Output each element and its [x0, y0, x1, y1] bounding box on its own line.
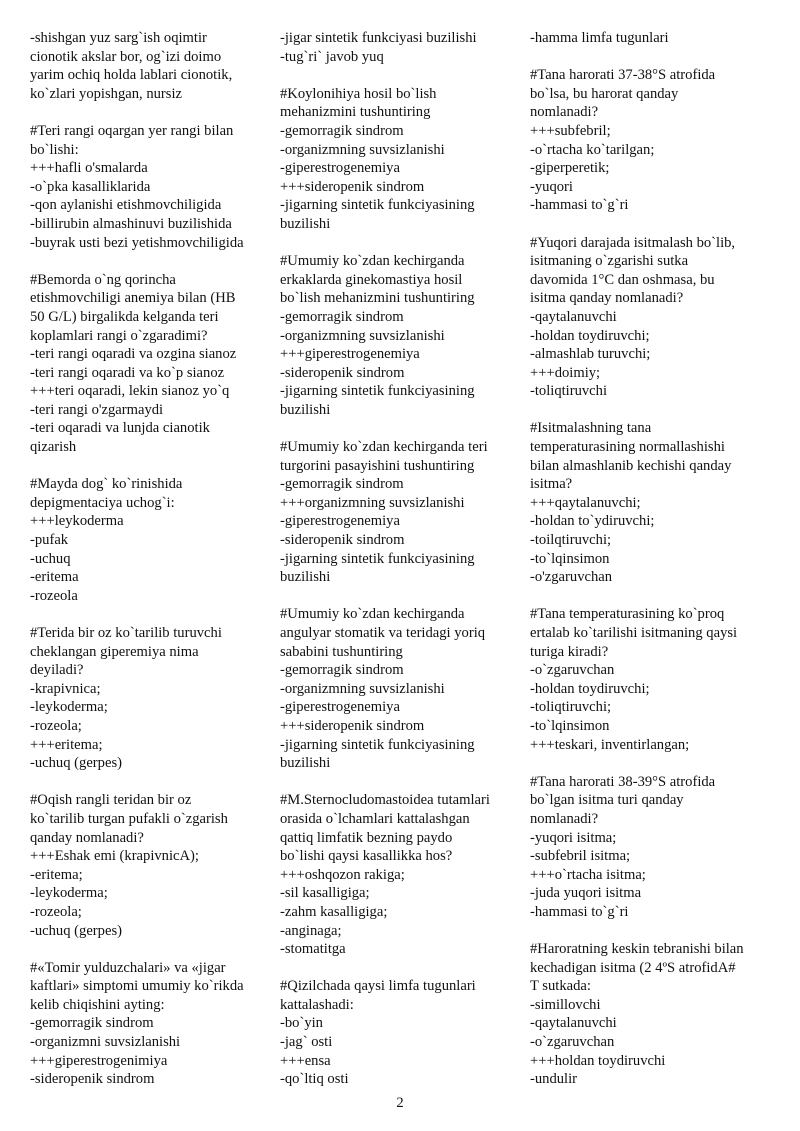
text-line: yarim ochiq holda lablari cionotik,: [30, 67, 233, 84]
text-column-3: [530, 29, 775, 1107]
question-block: [30, 959, 270, 1089]
text-line: -uchuq (gerpes): [30, 922, 122, 939]
text-line: -jigarning sintetik funkciyasining: [280, 197, 475, 214]
text-line: kelib chiqishini ayting:: [30, 996, 165, 1013]
text-line: buzilishi: [280, 215, 331, 232]
text-line: -sil kasalligiga;: [280, 885, 370, 902]
text-line: davomida 1°C dan oshmasa, bu: [530, 271, 715, 288]
text-line: #Qizilchada qaysi limfa tugunlari: [280, 978, 476, 995]
text-line: +++sideropenik sindrom: [280, 178, 425, 195]
text-line: -sideropenik sindrom: [30, 1071, 155, 1088]
text-line: -anginaga;: [280, 922, 342, 939]
text-line: -qo`ltiq osti: [280, 1071, 349, 1088]
text-line: angulyar stomatik va teridagi yoriq: [280, 625, 486, 641]
text-line: ko`zlari yopishgan, nursiz: [30, 85, 182, 102]
text-line: +++eritema;: [30, 736, 103, 753]
text-line: bo`lsa, bu harorat qanday: [530, 85, 679, 102]
text-line: #Umumiy ko`zdan kechirganda: [280, 606, 465, 623]
text-line: cionotik akslar bor, og`izi doimo: [30, 48, 222, 65]
text-line: kechadigan isitma (2 4ºS atrofidA#: [530, 959, 736, 976]
text-line: -gemorragik sindrom: [280, 308, 404, 325]
page-number: 2: [396, 1095, 404, 1111]
text-line: +++oshqozon rakiga;: [280, 866, 405, 883]
text-line: -gemorragik sindrom: [280, 122, 404, 139]
text-line: +++ensa: [280, 1052, 331, 1069]
text-line: orasida o`lchamlari kattalashgan: [280, 810, 470, 827]
text-line: T sutkada:: [530, 978, 591, 995]
text-line: +++doimiy;: [530, 364, 601, 381]
text-line: cheklangan giperemiya nima: [30, 643, 199, 660]
text-line: koplamlari rangi o`zgaradimi?: [30, 327, 208, 344]
text-line: -giperperetik;: [530, 160, 610, 177]
text-line: -tug`ri` javob yuq: [280, 48, 384, 65]
text-line: #Mayda dog` ko`rinishida: [30, 476, 183, 493]
text-line: #«Tomir yulduzchalari» va «jigar: [30, 959, 226, 976]
text-line: nomlanadi?: [530, 104, 599, 121]
text-line: #Tana harorati 37-38°S atrofida: [530, 67, 716, 84]
text-line: -organizmning suvsizlanishi: [280, 327, 445, 344]
text-line: #Oqish rangli teridan bir oz: [30, 792, 192, 809]
text-line: +++o`rtacha isitma;: [530, 866, 646, 883]
text-line: bo`lishi qaysi kasallikka hos?: [280, 848, 453, 865]
question-block: [30, 475, 270, 605]
text-line: -giperestrogenemiya: [280, 699, 400, 716]
text-line: -o`rtacha ko`tarilgan;: [530, 141, 655, 158]
text-line: nomlanadi?: [530, 810, 599, 827]
text-line: #Tana harorati 38-39°S atrofida: [530, 773, 716, 790]
text-line: -o`zgaruvchan: [530, 662, 615, 679]
text-line: -buyrak usti bezi yetishmovchiligida: [30, 234, 244, 251]
text-line: erkaklarda ginekomastiya hosil: [280, 271, 463, 288]
text-line: -undulir: [530, 1071, 578, 1088]
question-block: [530, 773, 775, 922]
text-line: -toliqtiruvchi;: [530, 699, 612, 716]
text-line: -almashlab turuvchi;: [530, 346, 651, 363]
text-line: mehanizmini tushuntiring: [280, 104, 431, 121]
text-line: -to`lqinsimon: [530, 550, 610, 567]
question-block: [530, 66, 775, 215]
text-line: -uchuq: [30, 550, 71, 567]
question-block: [280, 605, 525, 772]
text-line: +++holdan toydiruvchi: [530, 1052, 666, 1069]
text-line: -billirubin almashinuvi buzilishida: [30, 215, 232, 232]
text-line: -gemorragik sindrom: [30, 1015, 154, 1032]
text-line: -toliqtiruvchi: [530, 383, 608, 400]
text-line: #Terida bir oz ko`tarilib turuvchi: [30, 625, 222, 641]
text-line: etishmovchiligi anemiya bilan (HB: [30, 290, 236, 307]
text-line: kattalashadi:: [280, 996, 354, 1013]
text-line: -o'zgaruvchan: [530, 569, 613, 586]
text-line: -subfebril isitma;: [530, 848, 631, 865]
text-line: #M.Sternocludomastoidea tutamlari: [280, 792, 490, 809]
question-block: [530, 605, 775, 754]
text-line: +++subfebril;: [530, 122, 611, 139]
text-line: depigmentaciya uchog`i:: [30, 494, 175, 511]
text-line: #Umumiy ko`zdan kechirganda teri: [280, 439, 488, 456]
text-line: -jigarning sintetik funkciyasining: [280, 550, 475, 567]
question-block: [30, 791, 270, 940]
question-block: [280, 29, 525, 66]
text-line: kaftlari» simptomi umumiy ko`rikda: [30, 978, 244, 995]
text-line: -giperestrogenemiya: [280, 160, 400, 177]
text-line: -to`lqinsimon: [530, 717, 610, 734]
text-line: bo`lgan isitma turi qanday: [530, 792, 684, 809]
text-line: 50 G/L) birgalikda kelganda teri: [30, 308, 219, 325]
text-line: turiga kiradi?: [530, 643, 609, 660]
text-line: -hammasi to`g`ri: [530, 197, 629, 214]
text-line: ertalab ko`tarilishi isitmaning qaysi: [530, 625, 738, 641]
text-line: -gemorragik sindrom: [280, 662, 404, 679]
text-line: -rozeola;: [30, 717, 82, 734]
text-line: #Tana temperaturasining ko`proq: [530, 606, 725, 623]
question-block: [280, 85, 525, 234]
text-line: -rozeola: [30, 587, 78, 604]
text-line: sababini tushuntiring: [280, 643, 403, 660]
text-line: -qon aylanishi etishmovchiligida: [30, 197, 222, 214]
text-line: #Bemorda o`ng qorincha: [30, 271, 176, 288]
text-line: -eritema;: [30, 866, 83, 883]
text-line: -sideropenik sindrom: [280, 532, 405, 549]
text-line: qizarish: [30, 439, 77, 456]
text-line: -teri rangi o'zgarmaydi: [30, 401, 164, 418]
text-line: buzilishi: [280, 569, 331, 586]
text-line: buzilishi: [280, 401, 331, 418]
text-line: deyiladi?: [30, 662, 84, 679]
text-line: bo`lishi:: [30, 141, 79, 158]
question-block: [530, 419, 775, 586]
text-line: +++teri oqaradi, lekin sianoz yo`q: [30, 383, 230, 400]
text-line: -jigarning sintetik funkciyasining: [280, 383, 475, 400]
text-line: -o`pka kasalliklarida: [30, 178, 151, 195]
text-line: +++qaytalanuvchi;: [530, 494, 641, 511]
text-line: +++sideropenik sindrom: [280, 717, 425, 734]
text-line: -leykoderma;: [30, 699, 108, 716]
text-line: bilan almashlanib kechishi qanday: [530, 457, 732, 474]
question-block: [30, 122, 270, 252]
text-line: -zahm kasalligiga;: [280, 903, 388, 920]
text-line: -teri oqaradi va lunjda cianotik: [30, 420, 210, 437]
text-line: #Teri rangi oqargan yer rangi bilan: [30, 122, 234, 139]
text-line: #Umumiy ko`zdan kechirganda: [280, 253, 465, 270]
question-block: [280, 791, 525, 958]
text-line: -teri rangi oqaradi va ozgina sianoz: [30, 346, 237, 363]
question-block: [530, 234, 775, 401]
text-line: -jigarning sintetik funkciyasining: [280, 736, 475, 753]
question-block: [280, 977, 525, 1089]
text-line: bo`lish mehanizmini tushuntiring: [280, 290, 475, 307]
text-line: -shishgan yuz sarg`ish oqimtir: [30, 30, 207, 46]
text-column-1: [30, 29, 270, 1107]
text-line: -gemorragik sindrom: [280, 476, 404, 493]
text-line: -bo`yin: [280, 1015, 323, 1032]
text-line: isitma qanday nomlanadi?: [530, 290, 684, 307]
text-line: isitma?: [530, 476, 573, 493]
text-line: +++teskari, inventirlangan;: [530, 736, 690, 753]
text-line: -eritema: [30, 569, 79, 586]
text-line: -qaytalanuvchi: [530, 1015, 617, 1032]
text-line: isitmaning o`zgarishi sutka: [530, 253, 689, 270]
text-line: -qaytalanuvchi: [530, 308, 617, 325]
question-block: [280, 252, 525, 419]
question-block: [30, 271, 270, 457]
text-line: -simillovchi: [530, 996, 601, 1013]
text-line: -giperestrogenemiya: [280, 513, 400, 530]
text-line: -o`zgaruvchan: [530, 1034, 615, 1051]
text-line: turgorini pasayishini tushuntiring: [280, 457, 475, 474]
text-line: qattiq limfatik bezning paydo: [280, 829, 453, 846]
question-block: [30, 29, 270, 103]
text-line: ko`tarilib turgan pufakli o`zgarish: [30, 810, 228, 827]
text-line: -uchuq (gerpes): [30, 755, 122, 772]
text-line: -hammasi to`g`ri: [530, 903, 629, 920]
text-line: #Haroratning keskin tebranishi bilan: [530, 941, 744, 958]
text-line: +++giperestrogenimiya: [30, 1052, 168, 1069]
text-line: -holdan toydiruvchi;: [530, 680, 650, 697]
text-line: -jag` osti: [280, 1034, 333, 1051]
text-line: +++Eshak emi (krapivnicA);: [30, 848, 199, 865]
text-line: -organizmning suvsizlanishi: [280, 680, 445, 697]
question-block: [280, 438, 525, 587]
question-block: [530, 940, 775, 1089]
text-line: #Koylonihiya hosil bo`lish: [280, 85, 437, 102]
text-line: -rozeola;: [30, 903, 82, 920]
text-column-2: [280, 29, 525, 1107]
text-line: -organizmning suvsizlanishi: [280, 141, 445, 158]
text-line: -pufak: [30, 532, 69, 549]
text-line: #Isitmalashning tana: [530, 420, 652, 437]
text-line: -sideropenik sindrom: [280, 364, 405, 381]
text-line: -yuqori: [530, 178, 573, 195]
text-line: -holdan to`ydiruvchi;: [530, 513, 655, 530]
text-line: buzilishi: [280, 755, 331, 772]
question-block: [30, 624, 270, 773]
text-line: -organizmni suvsizlanishi: [30, 1034, 181, 1051]
text-line: +++leykoderma: [30, 513, 124, 530]
text-line: -krapivnica;: [30, 680, 101, 697]
text-line: #Yuqori darajada isitmalash bo`lib,: [530, 234, 736, 251]
text-line: -yuqori isitma;: [530, 829, 617, 846]
text-line: qanday nomlanadi?: [30, 829, 144, 846]
text-line: +++organizmning suvsizlanishi: [280, 494, 465, 511]
question-block: [530, 29, 775, 48]
text-line: -holdan toydiruvchi;: [530, 327, 650, 344]
text-line: +++hafli o'smalarda: [30, 160, 148, 177]
text-line: -toilqtiruvchi;: [530, 532, 612, 549]
text-line: -hamma limfa tugunlari: [530, 30, 669, 46]
text-line: -jigar sintetik funkciyasi buzilishi: [280, 30, 477, 46]
text-line: -stomatitga: [280, 941, 346, 958]
text-line: +++giperestrogenemiya: [280, 346, 420, 363]
text-line: temperaturasining normallashishi: [530, 439, 725, 456]
text-line: -teri rangi oqaradi va ko`p sianoz: [30, 364, 225, 381]
text-line: -leykoderma;: [30, 885, 108, 902]
text-line: -juda yuqori isitma: [530, 885, 642, 902]
